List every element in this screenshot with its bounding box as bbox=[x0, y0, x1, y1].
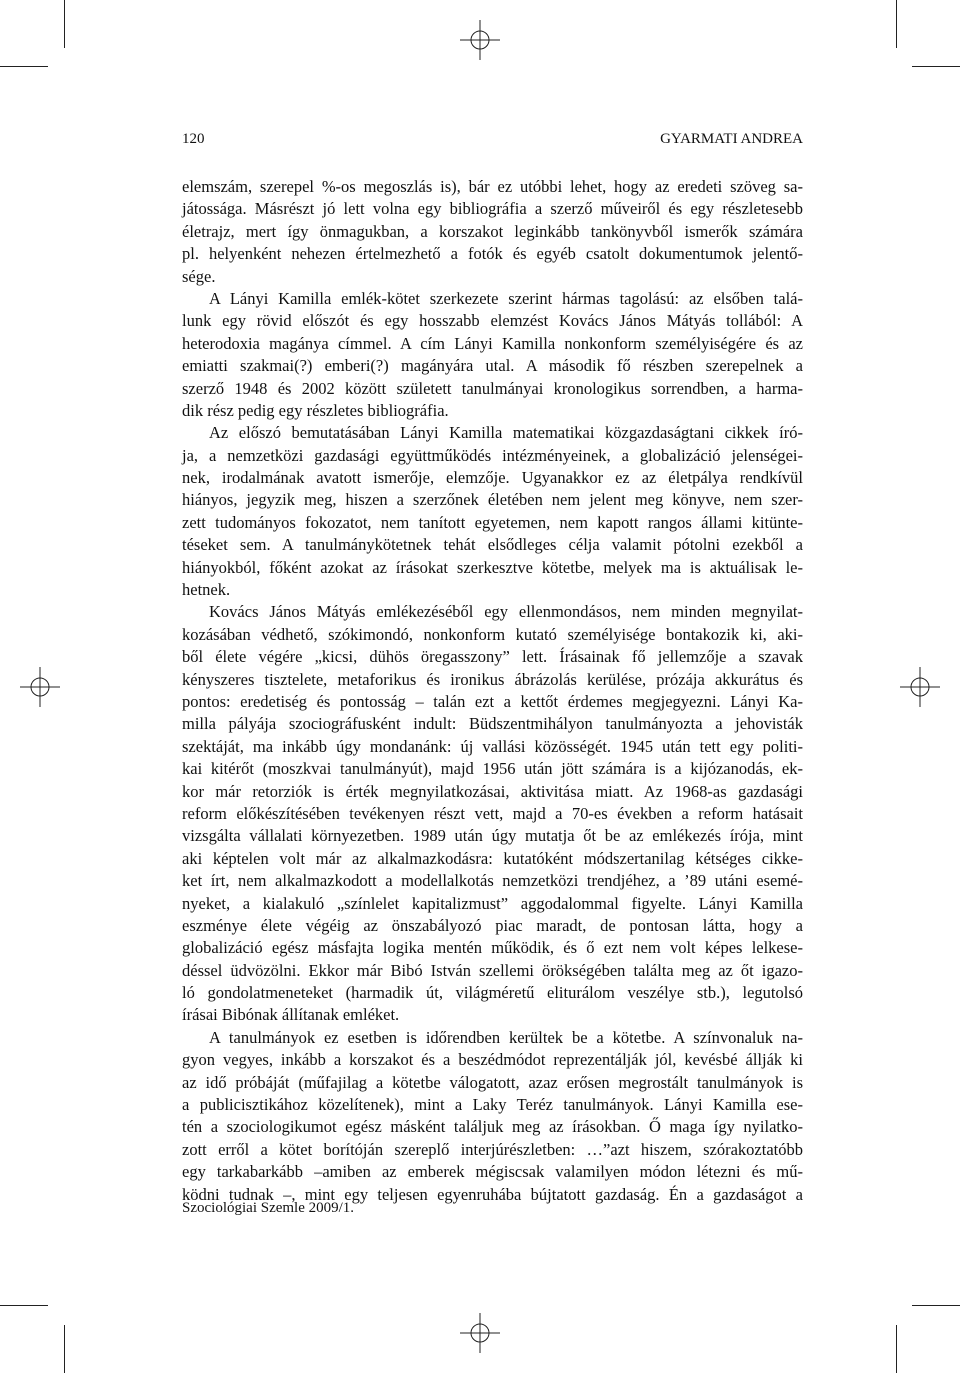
text-line: nyeket, a kialakuló „színlelet kapitalizmust” aggodalommal figyelte. Lányi Kamilla bbox=[182, 893, 803, 913]
crop-mark-top-right-vertical bbox=[896, 0, 897, 48]
text-line: egy tarkabarkább –amiben az emberek mégiscsak valamilyen módon létezni és mű- bbox=[182, 1162, 803, 1182]
crop-mark-bottom-right-horizontal bbox=[912, 1305, 960, 1306]
text-line: ből élete végére „kicsi, dühös öregasszony” lett. Írásainak fő jellemzője a szavak bbox=[182, 647, 803, 667]
text-line: hetnek. bbox=[182, 580, 231, 600]
text-line: A Lányi Kamilla emlék-kötet szerkezete szerint hármas tagolású: az elsőben talá- bbox=[209, 288, 803, 308]
text-line: tén a szociologikumot egész másként találjuk meg az írásokban. Ő maga így nyilatko- bbox=[182, 1117, 803, 1137]
text-line: ködni tudnak –, mint egy teljesen egyenruhába bújtatott gazdaság. Én a gazdaságot a bbox=[182, 1184, 803, 1204]
text-line: a publicisztikához közelítenek), mint a Laky Teréz tanulmányok. Lányi Kamilla ese- bbox=[182, 1095, 803, 1115]
text-line: kényszeres tisztelete, metaforikus és ironikus ábrázolás kerülése, prózája akkurátus és bbox=[182, 669, 803, 689]
text-line: emiatti szakmai(?) emberi(?) magányára utal. A második fő részben szerepelnek a bbox=[182, 356, 803, 376]
text-line: globalizáció egész másfajta logika mentén működik, és ő ezt nem volt képes lelkese- bbox=[182, 938, 803, 958]
registration-mark-left bbox=[20, 667, 60, 707]
registration-mark-top bbox=[460, 20, 500, 60]
text-line: reform előkészítésében tevékenyen részt vett, majd a 70-es években a reform hatásait bbox=[182, 803, 803, 823]
text-line: Kovács János Mátyás emlékezéséből egy ellenmondásos, nem minden megnyilat- bbox=[209, 602, 803, 622]
text-line: az idő próbáját (műfajilag a kötetbe válogatott, azaz erősen megrostált tanulmányok is bbox=[182, 1072, 803, 1092]
crop-mark-top-left-vertical bbox=[64, 0, 65, 48]
text-line: milla pályája szociográfusként indult: Büdszentmihályon tanulmányozta a jehovisták bbox=[182, 714, 803, 734]
registration-mark-right bbox=[900, 667, 940, 707]
text-line: déssel üdvözölni. Ekkor már Bibó István szellemi örökségében találta meg az őt igazo- bbox=[182, 960, 803, 980]
text-line: Az előszó bemutatásában Lányi Kamilla matematikai közgazdaságtani cikkek író- bbox=[209, 423, 803, 443]
text-line: ket írt, nem alkalmazkodott a modellalkotás nemzetközi trendjéhez, a ’89 utáni esemé- bbox=[182, 871, 803, 891]
page-number: 120 bbox=[182, 131, 205, 147]
crop-mark-bottom-left-vertical bbox=[64, 1325, 65, 1373]
text-line: vizsgálta vállalati környezetben. 1989 után úgy mutatja őt be az emlékezés írója, mint bbox=[182, 826, 803, 846]
text-line: szektáját, ma inkább úgy mondanánk: új vallási közösségét. 1945 után tett egy politi- bbox=[182, 736, 803, 756]
text-line: aki képtelen volt már az alkalmazkodásra: kutatóként módszertanilag kétséges cikke- bbox=[182, 848, 803, 868]
text-line: életrajz, mert így önmagukban, a korszakot leginkább tankönyvből ismerők számára bbox=[182, 221, 803, 241]
running-head-author: GYARMATI ANDREA bbox=[660, 131, 803, 147]
text-line: játossága. Másrészt jó lett volna egy bibliográfia a szerző műveiről és egy részletesebb bbox=[182, 199, 803, 219]
text-line: kai kitérőt (moszkvai tanulmányút), majd 1956 után jött számára is a kijózanodás, ek- bbox=[182, 759, 803, 779]
text-line: írásai Bibónak állítanak emléket. bbox=[182, 1005, 400, 1025]
text-line: kozásában védhető, szókimondó, nonkonform kutató személyisége bontakozik ki, aki- bbox=[182, 624, 803, 644]
text-line: eszménye élete végéig az önszabályozó piac maradt, de pontosan látta, hogy a bbox=[182, 915, 803, 935]
text-line: gyon vegyes, inkább a korszakot és a beszédmódot reprezentálják jól, kevésbé állják ki bbox=[182, 1050, 803, 1070]
text-line: zott erről a kötet borítóján szereplő interjúrészletben: …”azt hiszem, szórakoztatóbb bbox=[182, 1139, 803, 1159]
text-line: nek, irodalmának avatott ismerője, elemzője. Ugyanakkor ez az életpálya rendkívül bbox=[182, 468, 803, 488]
text-line: hiányos, jegyzik meg, hiszen a szerzőnek életében nem jelent meg könyve, nem szer- bbox=[182, 490, 803, 510]
text-line: heterodoxia magánya címmel. A cím Lányi Kamilla nonkonform személyiségére és az bbox=[182, 333, 803, 353]
crop-mark-top-right-horizontal bbox=[912, 66, 960, 67]
text-line: elemszám, szerepel %-os megoszlás is), bár ez utóbbi lehet, hogy az eredeti szöveg sa- bbox=[182, 177, 803, 196]
text-line: hiányokból, főként azokat az írásokat szerkesztve kötetbe, melyek ma is aktuálisak le- bbox=[182, 557, 803, 577]
text-line: A tanulmányok ez esetben is időrendben kerültek be a kötetbe. A színvonaluk na- bbox=[209, 1027, 803, 1047]
text-line: szerző 1948 és 2002 között született tanulmányai kronologikus sorrendben, a harma- bbox=[182, 378, 803, 398]
text-line: ló gondolatmeneteket (harmadik út, világméretű eliturálom veszélye stb.), legutolsó bbox=[182, 983, 803, 1003]
text-line: kor már retorziók is érték megnyilatkozásai, aktivitása miatt. Az 1968-as gazdasági bbox=[182, 781, 803, 801]
journal-citation: Szociológiai Szemle 2009/1. bbox=[182, 1200, 355, 1216]
text-line: zett tudományos fokozatot, nem tanított egyetemen, nem kapott rangos állami kitünte- bbox=[182, 512, 803, 532]
text-line: ja, a nemzetközi gazdasági együttműködés intézményeinek, a globalizáció jelenségei- bbox=[182, 445, 803, 465]
text-line: pl. helyenként nehezen értelmezhető a fotók és egyéb csatolt dokumentumok jelentő- bbox=[182, 244, 803, 264]
crop-mark-bottom-right-vertical bbox=[896, 1325, 897, 1373]
registration-mark-bottom bbox=[460, 1313, 500, 1353]
text-line: lunk egy rövid előszót és egy hosszabb elemzést Kovács János Mátyás tollából: A bbox=[182, 311, 803, 331]
crop-mark-bottom-left-horizontal bbox=[0, 1305, 48, 1306]
crop-mark-top-left-horizontal bbox=[0, 66, 48, 67]
text-line: téseket sem. A tanulmánykötetnek tehát elsődleges célja valamit pótolni ezekből a bbox=[182, 535, 803, 555]
running-header bbox=[182, 131, 803, 148]
text-line: dik rész pedig egy részletes bibliográfia. bbox=[182, 400, 449, 420]
text-line: sége. bbox=[182, 266, 216, 286]
article-body bbox=[182, 176, 803, 1206]
text-line: pontos: eredetiség és pontosság – talán ezt a kettőt érdemes megjegyezni. Lányi Ka- bbox=[182, 691, 803, 711]
